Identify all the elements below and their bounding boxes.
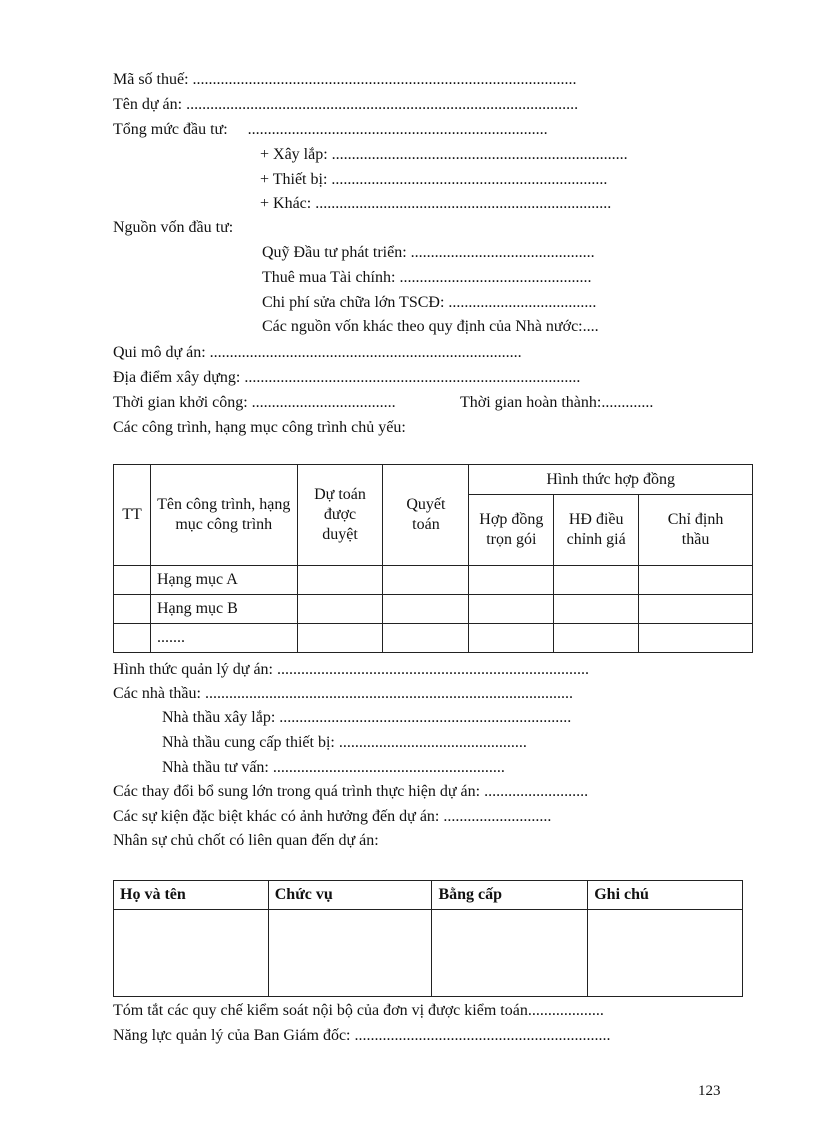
- khac-line: + Khác: ..........................................................................: [260, 195, 612, 212]
- table-cell: .......: [150, 624, 297, 653]
- table-row: [114, 595, 753, 624]
- nha-thau-xay-lap-line: Nhà thầu xây lắp: .........................................................................: [162, 709, 572, 726]
- header-du-toan: Dự toán được duyệt: [297, 465, 383, 566]
- nha-thau-tu-van-line: Nhà thầu tư vấn: ..........................................................: [162, 759, 505, 776]
- header-tt: TT: [114, 465, 151, 566]
- table-row: [114, 624, 753, 653]
- nhan-su-line: Nhân sự chủ chốt có liên quan đến dự án:: [113, 832, 379, 849]
- tong-muc-dau-tu-line: Tổng mức đầu tư: ...........................................................................: [113, 121, 548, 138]
- ma-so-thue-line: Mã số thuế: ................................................................................................: [113, 71, 577, 88]
- thiet-bi-line: + Thiết bị: .....................................................................: [260, 171, 608, 188]
- table-cell: [268, 910, 432, 997]
- table-cell: [114, 566, 151, 595]
- header-bang-cap: Bằng cấp: [432, 881, 588, 910]
- table-cell: Hạng mục B: [150, 595, 297, 624]
- header-quyet-toan: Quyết toán: [383, 465, 469, 566]
- table-cell: [297, 566, 383, 595]
- cac-nha-thau-line: Các nhà thầu: ............................................................................................: [113, 685, 573, 702]
- header-ghi-chu: Ghi chú: [588, 881, 743, 910]
- project-table: [113, 464, 753, 653]
- cac-cong-trinh-line: Các công trình, hạng mục công trình chủ yếu:: [113, 419, 406, 436]
- hinh-thuc-quan-ly-line: Hình thức quản lý dự án: ..............................................................................: [113, 661, 589, 678]
- cac-thay-doi-line: Các thay đổi bổ sung lớn trong quá trình thực hiện dự án: ..........................: [113, 783, 589, 800]
- table-cell: [432, 910, 588, 997]
- dia-diem-line: Địa điểm xây dựng: ....................................................................................: [113, 369, 581, 386]
- thoi-gian-hoan-thanh-line: Thời gian hoàn thành:.............: [460, 394, 654, 411]
- table-cell: [383, 624, 469, 653]
- thoi-gian-khoi-cong-line: Thời gian khởi công: ....................................: [113, 394, 396, 411]
- header-chuc-vu: Chức vụ: [268, 881, 432, 910]
- table-cell: Hạng mục A: [150, 566, 297, 595]
- table-cell: [639, 595, 753, 624]
- tom-tat-line: Tóm tắt các quy chế kiểm soát nội bộ của đơn vị được kiểm toán...................: [113, 1002, 604, 1019]
- table-cell: [383, 595, 469, 624]
- xay-lap-line: + Xây lắp: ..........................................................................: [260, 146, 628, 163]
- table-cell: [639, 566, 753, 595]
- table-cell: [554, 624, 639, 653]
- cac-su-kien-line: Các sự kiện đặc biệt khác có ảnh hưởng đến dự án: ...........................: [113, 808, 552, 825]
- table-cell: [469, 624, 554, 653]
- table-cell: [639, 624, 753, 653]
- header-ten-cong-trinh: Tên công trình, hạng mục công trình: [150, 465, 297, 566]
- table-cell: [297, 595, 383, 624]
- nguon-von-line: Nguồn vốn đầu tư:: [113, 219, 234, 236]
- chi-phi-sua-chua-line: Chi phí sửa chữa lớn TSCĐ: .....................................: [262, 294, 597, 311]
- table-row: [114, 910, 743, 997]
- thue-mua-line: Thuê mua Tài chính: ................................................: [262, 269, 592, 286]
- header-chi-dinh-thau: Chỉ định thầu: [639, 495, 753, 566]
- header-hd-dieu-chinh-gia: HĐ điều chỉnh giá: [554, 495, 639, 566]
- nha-thau-cung-cap-line: Nhà thầu cung cấp thiết bị: ...............................................: [162, 734, 527, 751]
- page-number: 123: [698, 1083, 721, 1099]
- table-cell: [554, 595, 639, 624]
- table-cell: [588, 910, 743, 997]
- qui-mo-line: Qui mô dự án: ..............................................................................: [113, 344, 522, 361]
- table-cell: [114, 624, 151, 653]
- header-hop-dong-tron-goi: Hợp đồng trọn gói: [469, 495, 554, 566]
- table-cell: [469, 595, 554, 624]
- table-cell: [469, 566, 554, 595]
- nang-luc-line: Năng lực quản lý của Ban Giám đốc: ................................................................: [113, 1027, 611, 1044]
- table-cell: [114, 910, 269, 997]
- staff-table: [113, 880, 743, 997]
- table-cell: [554, 566, 639, 595]
- quy-dau-tu-line: Quỹ Đầu tư phát triển: ..............................................: [262, 244, 595, 261]
- table-cell: [114, 595, 151, 624]
- header-hinh-thuc-hop-dong: Hình thức hợp đồng: [469, 465, 753, 495]
- ten-du-an-line: Tên dự án: ..................................................................................................: [113, 96, 579, 113]
- table-cell: [297, 624, 383, 653]
- table-row: [114, 566, 753, 595]
- header-ho-va-ten: Họ và tên: [114, 881, 269, 910]
- table-cell: [383, 566, 469, 595]
- nguon-von-khac-line: Các nguồn vốn khác theo quy định của Nhà nước:....: [262, 318, 599, 335]
